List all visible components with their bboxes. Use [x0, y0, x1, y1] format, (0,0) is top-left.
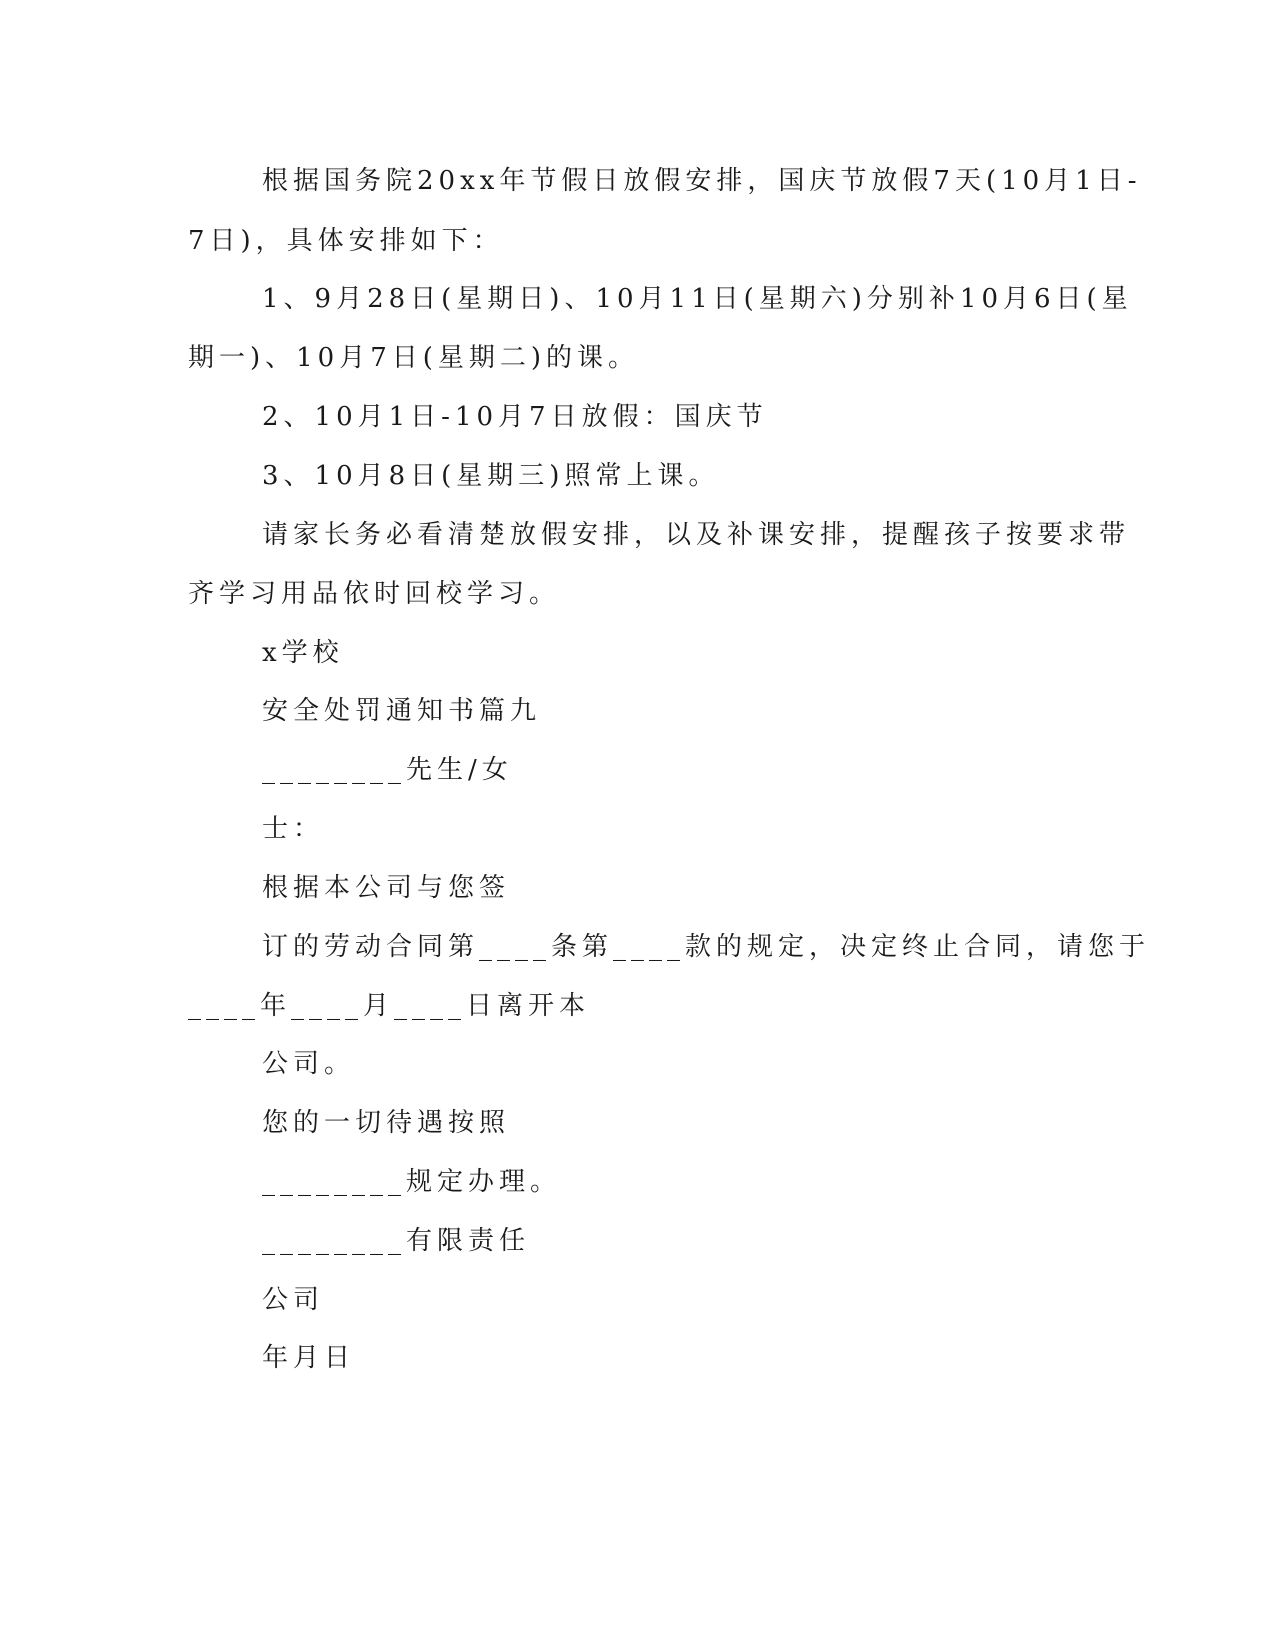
list-item-1-line1: 1、9月28日(星期日)、10月11日(星期六)分别补10月6日(星 — [262, 284, 1133, 314]
signature-company-line2: 公司 — [262, 1285, 325, 1315]
paragraph-parents-line2: 齐学习用品依时回校学习。 — [188, 579, 561, 609]
salutation-line2: 士： — [262, 814, 325, 844]
body-line3: ____年____月____日离开本 — [188, 991, 591, 1021]
body-line2: 订的劳动合同第____条第____款的规定，决定终止合同，请您于 — [262, 932, 1151, 962]
body-line6: ________规定办理。 — [262, 1167, 562, 1197]
signature-school: x学校 — [262, 638, 344, 668]
paragraph-holiday-intro-line2: 7日)，具体安排如下： — [188, 226, 504, 256]
section-title: 安全处罚通知书篇九 — [262, 696, 542, 726]
body-line1: 根据本公司与您签 — [262, 873, 511, 903]
body-line5: 您的一切待遇按照 — [262, 1108, 511, 1138]
list-item-3: 3、10月8日(星期三)照常上课。 — [262, 461, 720, 491]
signature-company-line1: ________有限责任 — [262, 1226, 531, 1256]
paragraph-holiday-intro-line1: 根据国务院20xx年节假日放假安排，国庆节放假7天(10月1日- — [262, 166, 1142, 196]
salutation-line1: ________先生/女 — [262, 755, 513, 785]
list-item-2: 2、10月1日-10月7日放假：国庆节 — [262, 402, 768, 432]
list-item-1-line2: 期一)、10月7日(星期二)的课。 — [188, 343, 640, 373]
paragraph-parents-line1: 请家长务必看清楚放假安排，以及补课安排，提醒孩子按要求带 — [262, 520, 1131, 550]
body-line4: 公司。 — [262, 1049, 356, 1079]
signature-date: 年月日 — [262, 1343, 356, 1373]
